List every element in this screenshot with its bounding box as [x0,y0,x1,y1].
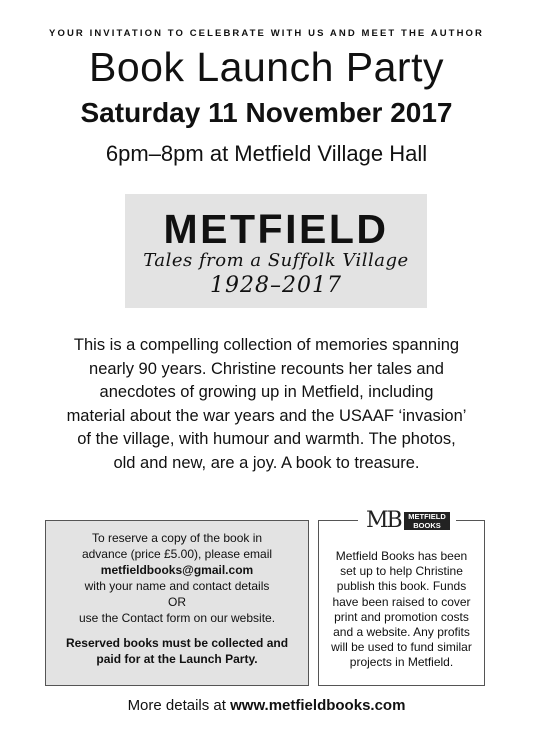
book-cover-panel [125,194,427,308]
reserve-text: with your name and contact details [84,579,270,593]
reserve-note: paid for at the Launch Party. [96,652,258,666]
footer-details [0,697,533,714]
event-date: Saturday 11 November 2017 [80,97,453,128]
description-line: nearly 90 years. Christine recounts her tales and [89,359,444,378]
reserve-or: OR [168,595,186,609]
reserve-info-box [45,520,309,686]
description-line: of the village, with humour and warmth. The photos, [77,430,456,448]
invitation-line: YOUR INVITATION TO CELEBRATE WITH US AND MEET THE AUTHOR [49,28,484,39]
book-title: METFIELD [163,206,389,252]
publisher-info-box [318,520,485,686]
logo-line: METFIELD [408,512,446,521]
logo-badge [404,512,450,530]
reserve-note: Reserved books must be collected and [65,636,289,650]
description-line: anecdotes of growing up in Metfield, including [99,383,434,401]
publisher-line: publish this book. Funds [336,579,467,594]
publisher-line: set up to help Christine [340,564,463,579]
publisher-line: projects in Metfield. [349,655,454,670]
publisher-line: have been raised to cover [332,594,471,609]
description-line: old and new, are a joy. A book to treasure. [113,453,420,472]
reserve-email-link[interactable]: metfieldbooks@gmail.com [100,563,254,577]
publisher-line: will be used to fund similar [331,640,472,655]
metfield-books-logo [358,507,456,535]
event-time-place: 6pm–8pm at Metfield Village Hall [105,141,428,166]
book-description [55,334,478,475]
reserve-text: advance (price £5.00), please email [81,547,273,561]
publisher-line: and a website. Any profits [333,625,470,640]
publisher-line: print and promotion costs [334,609,469,624]
event-title: Book Launch Party [89,44,444,90]
reserve-text: use the Contact form on our website. [78,611,276,625]
book-subtitle: Tales from a Suffolk Village [143,250,409,271]
book-years: 1928–2017 [210,273,342,298]
footer-prefix: More details at [127,697,231,714]
description-line: This is a compelling collection of memories spanning [73,336,460,354]
logo-line: BOOKS [413,521,441,530]
description-line: material about the war years and the USAAF ‘invasion’ [66,406,467,425]
website-link[interactable]: www.metfieldbooks.com [230,697,406,714]
reserve-text: To reserve a copy of the book in [91,531,263,545]
logo-initials: MB [366,508,401,533]
publisher-line: Metfield Books has been [335,549,468,563]
